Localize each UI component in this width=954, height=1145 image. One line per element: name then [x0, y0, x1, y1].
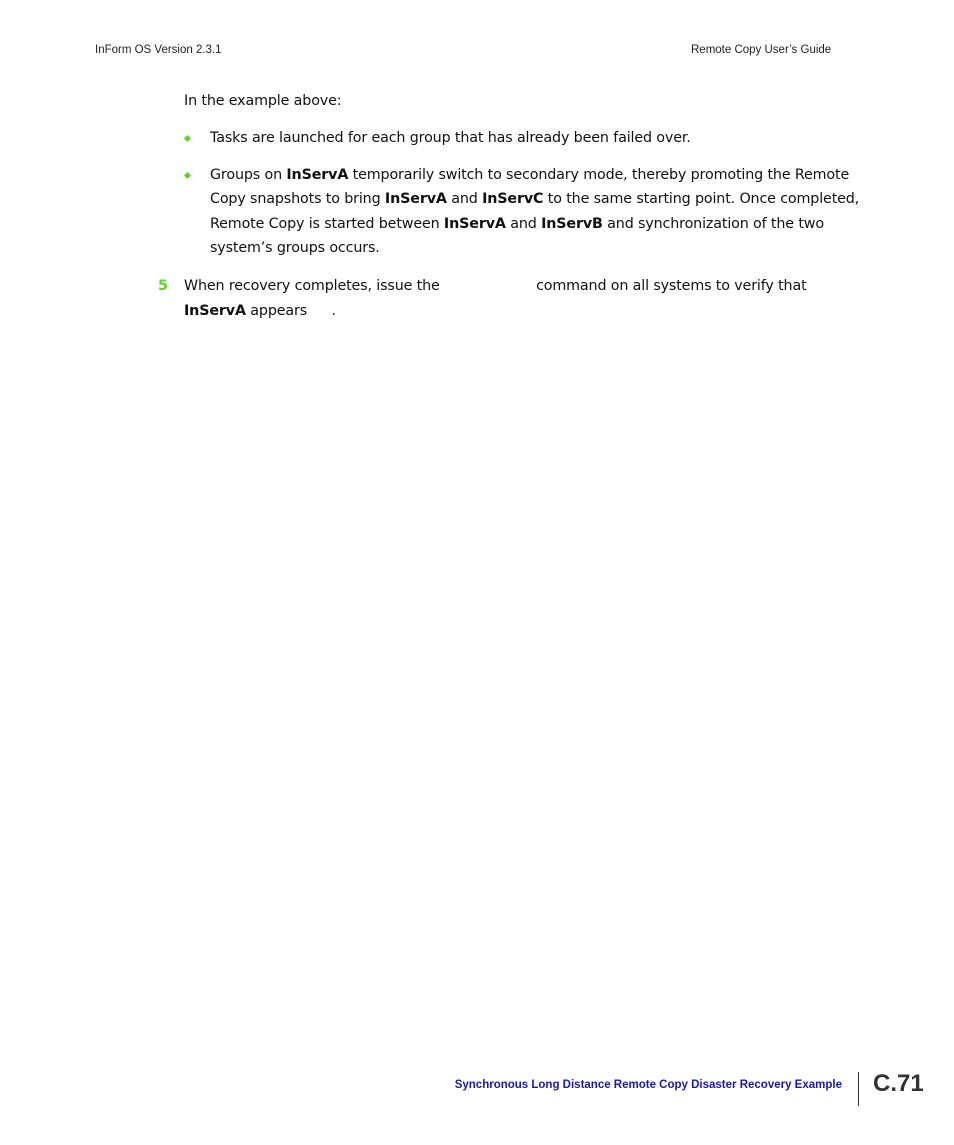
bullet-text: temporarily switch to secondary mode, thereby promoting the Remote Copy snapshots to bring — [210, 166, 850, 207]
bullet-text: Groups on — [210, 166, 287, 183]
system-name: InServA — [384, 191, 447, 207]
footer-section-title: Synchronous Long Distance Remote Copy Disaster Recovery Example — [454, 1079, 842, 1091]
bullet-text: and — [505, 215, 542, 232]
header-guide-title: Remote Copy User’s Guide — [691, 44, 832, 56]
bullet-text: and synchronization of the two system’s groups occurs. — [210, 215, 824, 256]
bullet-item-groups — [184, 163, 864, 261]
footer-divider — [858, 1072, 859, 1106]
system-name: InServB — [541, 215, 603, 232]
bullet-list — [184, 126, 864, 273]
system-name: InServA — [184, 302, 246, 319]
step-text-part: command on all systems to verify that — [536, 278, 807, 294]
system-name: InServC — [482, 191, 544, 207]
header-version: InForm OS Version 2.3.1 — [95, 44, 222, 56]
system-name: InServA — [286, 166, 349, 183]
system-name: InServA — [443, 215, 506, 232]
step-text-part: When recovery completes, issue the — [184, 278, 445, 294]
bullet-text: Tasks are launched for each group that has already been failed over. — [210, 130, 691, 146]
bullet-text: and — [446, 191, 483, 207]
diamond-bullet-icon — [184, 135, 191, 142]
diamond-bullet-icon — [184, 171, 191, 178]
step-number: 5 — [158, 278, 168, 294]
intro-paragraph: In the example above: — [184, 93, 342, 109]
page-number: C.71 — [873, 1070, 924, 1097]
bullet-text: to the same starting point. Once completed, Remote Copy is started between — [210, 191, 860, 232]
step-5 — [158, 274, 868, 323]
step-text-part: . — [331, 302, 336, 319]
step-text — [184, 274, 868, 323]
bullet-item-tasks — [184, 126, 864, 151]
step-text-part: appears — [245, 302, 312, 319]
